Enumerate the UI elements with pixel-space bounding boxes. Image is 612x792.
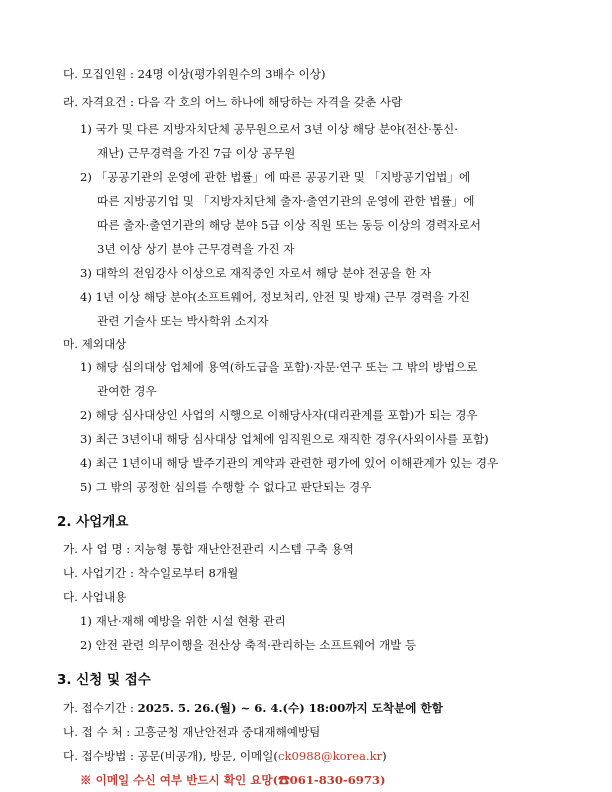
qualification-1-line1: 1) 국가 및 다른 지방자치단체 공무원으로서 3년 이상 해당 분야(전산·통신· [80,122,458,136]
project-content-1: 1) 재난·재해 예방을 위한 시설 현황 관리 [80,614,286,628]
recruit-count: 다. 모집인원 : 24명 이상(평가위원수의 3배수 이상) [63,67,326,81]
project-content-heading: 다. 사업내용 [63,590,127,604]
qualification-2-line2: 따른 지방공기업 및 「지방자치단체 출자·출연기관의 운영에 관한 법률」에 [97,194,475,208]
qualification-2-line3: 따른 출자·출연기관의 해당 분야 5급 이상 직원 또는 동등 이상의 경력자로서 [97,218,481,232]
project-name: 가. 사 업 명 : 지능형 통합 재난안전관리 시스템 구축 용역 [63,542,354,556]
email-confirm-notice: ※ 이메일 수신 여부 반드시 확인 요망(☎061-830-6973) [80,773,386,787]
email-link[interactable]: ck0988@korea.kr [277,749,383,763]
exclusion-3: 3) 최근 3년이내 해당 심사대상 업체에 임직원으로 재직한 경우(사외이사를 포함) [80,432,489,446]
project-period: 나. 사업기간 : 착수일로부터 8개월 [63,566,239,580]
application-method-end: ) [382,749,387,763]
application-office: 나. 접 수 처 : 고흥군청 재난안전과 중대재해예방팀 [63,725,321,739]
exclusion-heading: 마. 제외대상 [63,337,127,351]
qualification-1-line2: 재난) 근무경력을 가진 7급 이상 공무원 [97,146,296,160]
qualification-3: 3) 대학의 전임강사 이상으로 재직중인 자로서 해당 분야 전공을 한 자 [80,266,432,280]
application-method-label: 다. 접수방법 : 공문(비공개), 방문, 이메일( [63,749,278,763]
qualification-4-line2: 관련 기술사 또는 박사학위 소지자 [97,314,269,328]
application-period-value: 2025. 5. 26.(월) ~ 6. 4.(수) 18:00까지 도착분에 한함 [137,701,443,715]
qualification-4-line1: 4) 1년 이상 해당 분야(소프트웨어, 정보처리, 안전 및 방재) 근무 경력을 가진 [80,290,470,304]
qualification-2-line1: 2) 「공공기관의 운영에 관한 법률」에 따른 공공기관 및 「지방공기업법」에 [80,170,471,184]
section-3-heading: 3. 신청 및 접수 [57,672,151,688]
exclusion-1-line1: 1) 해당 심의대상 업체에 용역(하도급을 포함)·자문·연구 또는 그 밖의 방법으로 [80,360,478,374]
application-period-label: 가. 접수기간 : [63,701,138,715]
application-period [63,700,443,716]
project-content-2: 2) 안전 관련 의무이행을 전산상 축적·관리하는 소프트웨어 개발 등 [80,638,417,652]
qualification-heading: 라. 자격요건 : 다음 각 호의 어느 하나에 해당하는 자격을 갖춘 사람 [63,95,403,109]
qualification-2-line4: 3년 이상 상기 분야 근무경력을 가진 자 [97,242,295,256]
exclusion-4: 4) 최근 1년이내 해당 발주기관의 계약과 관련한 평가에 있어 이해관계가 있는 경우 [80,456,499,470]
exclusion-2: 2) 해당 심사대상인 사업의 시행으로 이해당사자(대리관계를 포함)가 되는 경우 [80,408,478,422]
exclusion-1-line2: 관여한 경우 [97,384,157,398]
application-method [63,748,387,764]
section-2-heading: 2. 사업개요 [57,514,129,530]
exclusion-5: 5) 그 밖의 공정한 심의를 수행할 수 없다고 판단되는 경우 [80,480,372,494]
